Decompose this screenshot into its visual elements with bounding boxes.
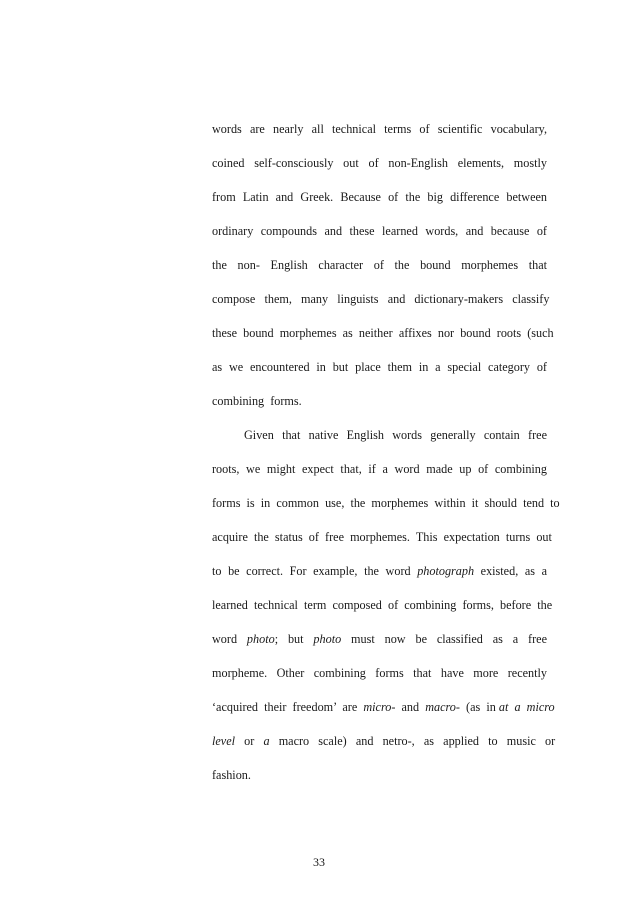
text-segment: words are nearly all technical terms of scientific vocabulary, bbox=[212, 122, 547, 136]
text-segment: forms is in common use, the morphemes within it should tend to bbox=[212, 496, 560, 510]
text-line bbox=[212, 492, 560, 526]
text-line bbox=[212, 730, 556, 764]
italic-text: a bbox=[263, 734, 270, 748]
text-line bbox=[212, 254, 547, 288]
italic-text: micro- bbox=[363, 700, 396, 714]
text-segment: fashion. bbox=[212, 768, 251, 782]
text-segment: coined self-consciously out of non-English elements, mostly bbox=[212, 156, 547, 170]
body-text bbox=[212, 118, 560, 798]
text-line bbox=[212, 764, 547, 798]
text-line bbox=[212, 594, 553, 628]
text-segment: to be correct. For example, the word bbox=[212, 564, 418, 578]
text-line bbox=[212, 560, 547, 594]
text-segment: existed, as a bbox=[474, 564, 547, 578]
text-line bbox=[212, 526, 552, 560]
text-segment: learned technical term composed of combining forms, before the bbox=[212, 598, 553, 612]
text-segment: ordinary compounds and these learned words, and because of bbox=[212, 224, 547, 238]
text-segment: roots, we might expect that, if a word made up of combining bbox=[212, 462, 547, 476]
text-line bbox=[212, 390, 547, 424]
text-segment: (as in bbox=[459, 700, 499, 714]
text-line bbox=[212, 662, 547, 696]
text-segment: or bbox=[235, 734, 264, 748]
text-segment: as we encountered in but place them in a special category of bbox=[212, 360, 547, 374]
text-segment: combining forms. bbox=[212, 394, 302, 408]
text-line bbox=[212, 152, 547, 186]
italic-text: photo bbox=[246, 632, 275, 646]
text-segment: word bbox=[212, 632, 247, 646]
text-segment: Given that native English words generally contain free bbox=[244, 428, 547, 442]
text-line bbox=[212, 696, 555, 730]
page-number: 33 bbox=[313, 855, 325, 869]
text-line bbox=[212, 220, 547, 254]
text-segment: ; but bbox=[274, 632, 314, 646]
text-segment: the non- English character of the bound morphemes that bbox=[212, 258, 547, 272]
text-segment: compose them, many linguists and dictionary-makers classify bbox=[212, 292, 550, 306]
text-segment: macro scale) and netro-, as applied to music or bbox=[269, 734, 556, 748]
text-line bbox=[212, 118, 547, 152]
text-line bbox=[212, 322, 554, 356]
text-line bbox=[212, 288, 550, 322]
italic-text: level bbox=[212, 734, 236, 748]
text-line bbox=[212, 458, 547, 492]
italic-text: macro- bbox=[425, 700, 460, 714]
text-segment: these bound morphemes as neither affixes nor bound roots (such bbox=[212, 326, 554, 340]
text-segment: must now be classified as a free bbox=[341, 632, 547, 646]
text-line bbox=[212, 186, 547, 220]
text-segment: from Latin and Greek. Because of the big difference between bbox=[212, 190, 547, 204]
text-segment: morpheme. Other combining forms that have more recently bbox=[212, 666, 547, 680]
italic-text: photo bbox=[313, 632, 342, 646]
text-segment: ‘acquired their freedom’ are bbox=[212, 700, 364, 714]
text-line bbox=[212, 628, 547, 662]
text-segment: acquire the status of free morphemes. This expectation turns out bbox=[212, 530, 552, 544]
italic-text: photograph bbox=[417, 564, 475, 578]
text-line bbox=[212, 356, 547, 390]
italic-text: at a micro bbox=[498, 700, 555, 714]
text-segment: and bbox=[395, 700, 426, 714]
text-line bbox=[212, 424, 547, 458]
